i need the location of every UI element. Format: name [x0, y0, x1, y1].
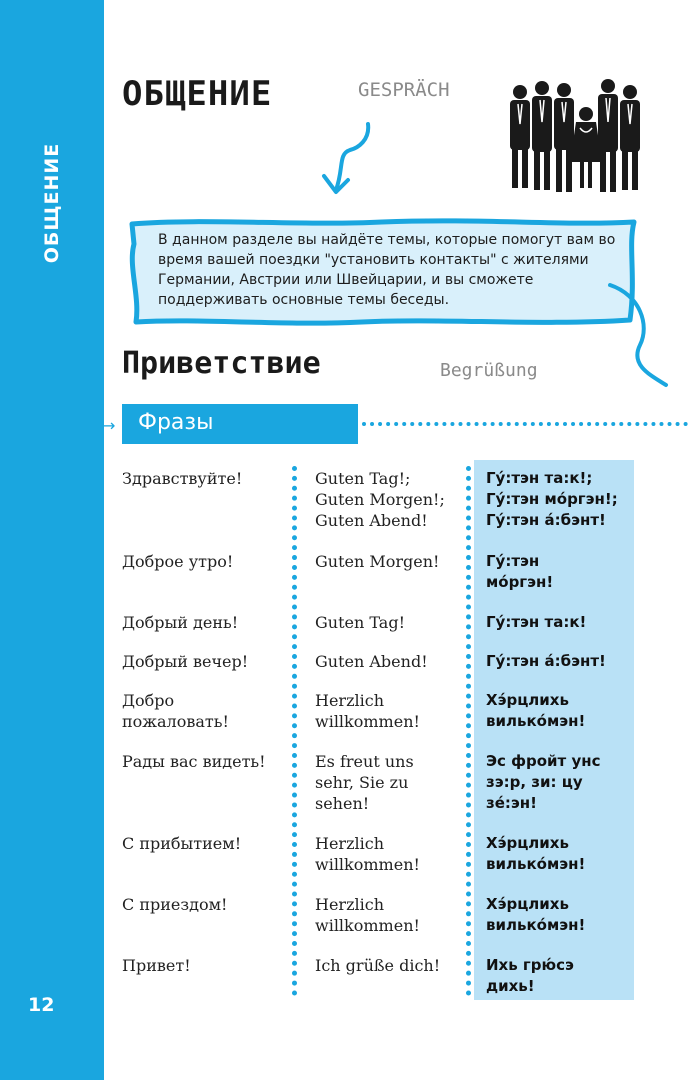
- dotted-divider: [362, 422, 688, 426]
- page-title: ОБЩЕНИЕ: [122, 74, 273, 114]
- german-phrase: Herzlich willkommen!: [315, 895, 420, 935]
- transcription: Эс фройт унс зэ:р, зи: цу зе́:эн!: [486, 752, 601, 812]
- russian-phrase: Добрый вечер!: [122, 652, 249, 671]
- russian-phrase: Доброе утро!: [122, 552, 234, 571]
- german-phrase: Herzlich willkommen!: [315, 834, 420, 874]
- phrases-label: Фразы: [138, 410, 214, 435]
- transcription: Гу́:тэн та:к!; Гу́:тэн мо́ргэн!; Гу́:тэн а́:бэнт!: [486, 469, 618, 529]
- russian-phrase: Рады вас видеть!: [122, 752, 266, 771]
- section-subtitle: Begrüßung: [440, 360, 538, 381]
- arrow-right-icon: →: [102, 416, 116, 435]
- phrases-header: [122, 404, 358, 444]
- german-phrase: Herzlich willkommen!: [315, 691, 420, 731]
- page-number: 12: [28, 994, 55, 1016]
- transcription: Гу́:тэн а́:бэнт!: [486, 652, 606, 670]
- german-phrase: Guten Tag!: [315, 613, 406, 632]
- transcription: Ихь грю́сэ дихь!: [486, 956, 574, 995]
- german-phrase: Guten Morgen!: [315, 552, 440, 571]
- transcription: Гу́:тэн мо́ргэн!: [486, 552, 554, 591]
- russian-phrase: Добро пожаловать!: [122, 691, 229, 731]
- page-subtitle: GESPRÄCH: [358, 79, 450, 101]
- transcription: Хэ́рцлихь вилько́мэн!: [486, 895, 586, 934]
- swirl-decoration-icon: [600, 265, 670, 399]
- transcription: Хэ́рцлихь вилько́мэн!: [486, 834, 586, 873]
- transcription: Хэ́рцлихь вилько́мэн!: [486, 691, 586, 730]
- intro-box: [122, 216, 642, 328]
- transcription: Гу́:тэн та:к!: [486, 613, 587, 631]
- german-phrase: Ich grüße dich!: [315, 956, 441, 975]
- german-phrase: Guten Abend!: [315, 652, 428, 671]
- russian-phrase: Привет!: [122, 956, 191, 975]
- russian-phrase: С прибытием!: [122, 834, 242, 853]
- german-phrase: Guten Tag!; Guten Morgen!; Guten Abend!: [315, 469, 445, 530]
- sidebar-title: ОБЩЕНИЕ: [41, 142, 63, 264]
- intro-text: В данном разделе вы найдёте темы, которые помогут вам во время вашей поездки "установить контакты" с жителями Германии, Австрии или Швейцарии, и вы сможете поддерживать основные темы беседы.: [158, 232, 616, 308]
- russian-phrase: Здравствуйте!: [122, 469, 243, 488]
- people-illustration: [500, 78, 650, 202]
- hand-drawn-arrow-icon: [318, 120, 378, 204]
- russian-phrase: Добрый день!: [122, 613, 239, 632]
- column-divider: [292, 466, 297, 996]
- german-phrase: Es freut uns sehr, Sie zu sehen!: [315, 752, 414, 813]
- column-divider: [466, 466, 471, 996]
- russian-phrase: С приездом!: [122, 895, 228, 914]
- section-title: Приветствие: [122, 346, 321, 381]
